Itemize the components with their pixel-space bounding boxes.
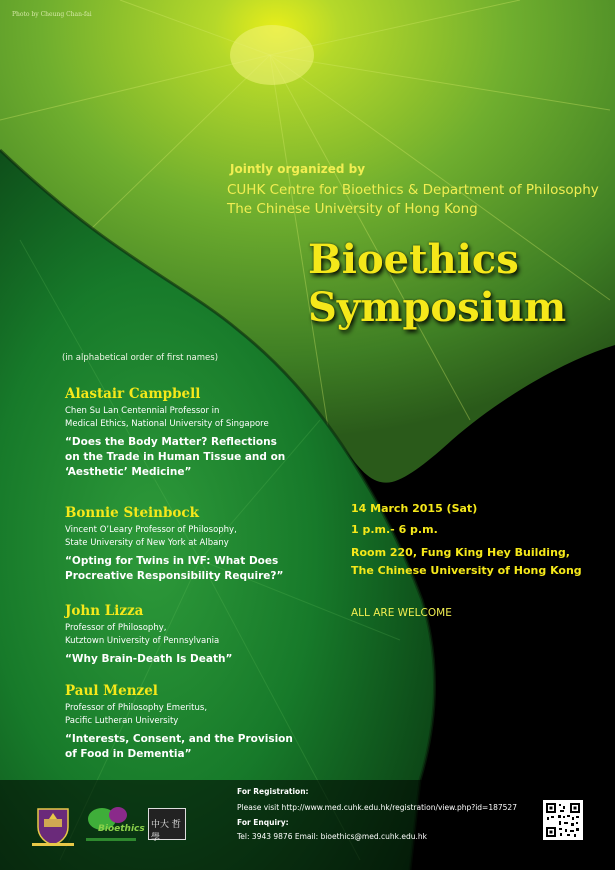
speaker-name: John Lizza [65, 603, 144, 619]
talk-title-line: “Why Brain-Death Is Death” [65, 653, 233, 665]
bioethics-logo-text: Bioethics [98, 824, 145, 834]
talk-title-line: “Interests, Consent, and the Provision [65, 733, 293, 745]
speaker-name: Alastair Campbell [65, 386, 201, 402]
philosophy-dept-logo [148, 808, 186, 843]
photo-credit: Photo by Cheung Chan-fai [12, 11, 92, 18]
talk-title [65, 554, 355, 584]
all-welcome: ALL ARE WELCOME [351, 607, 452, 619]
speaker-affiliation-line: Professor of Philosophy Emeritus, [65, 703, 208, 713]
talk-title-line: “Does the Body Matter? Reflections [65, 436, 277, 448]
bioethics-centre-logo [82, 805, 145, 843]
talk-title-line: Procreative Responsibility Require?” [65, 570, 284, 582]
speaker-affiliation-line: Chen Su Lan Centennial Professor in [65, 406, 220, 416]
speaker-block [65, 683, 355, 762]
speaker-block [65, 505, 355, 584]
speaker-name: Bonnie Steinbock [65, 505, 199, 521]
speaker-affiliation-line: Professor of Philosophy, [65, 623, 167, 633]
event-date: 14 March 2015 (Sat) [351, 502, 478, 515]
talk-title [65, 732, 355, 762]
speaker-affiliation-line: State University of New York at Albany [65, 537, 229, 548]
speaker-affiliation-line: Pacific Lutheran University [65, 715, 179, 726]
talk-title [65, 435, 355, 480]
enquiry-contact[interactable]: Tel: 3943 9876 Email: bioethics@med.cuhk.edu.hk [237, 832, 427, 841]
speaker-name: Paul Menzel [65, 683, 158, 699]
title-line-2: Symposium [308, 284, 567, 331]
enquiry-heading: For Enquiry: [237, 818, 289, 827]
event-venue-line-1: Room 220, Fung King Hey Building, [351, 546, 570, 559]
registration-link[interactable]: Please visit http://www.med.cuhk.edu.hk/registration/view.php?id=187527 [237, 803, 517, 812]
talk-title-line: ‘Aesthetic’ Medicine” [65, 466, 192, 478]
speaker-affiliation-line: Medical Ethics, National University of Singapore [65, 418, 269, 429]
philosophy-logo-text: 中大 哲學 [151, 820, 181, 843]
speaker-block [65, 603, 355, 667]
order-note: (in alphabetical order of first names) [62, 353, 219, 363]
talk-title-line: of Food in Dementia” [65, 748, 192, 760]
cuhk-crest-logo [30, 805, 76, 847]
talk-title [65, 652, 355, 667]
speaker-affiliation-line: Kutztown University of Pennsylvania [65, 635, 220, 646]
speaker-affiliation-line: Vincent O’Leary Professor of Philosophy, [65, 525, 237, 535]
speaker-block [65, 386, 355, 480]
qr-code[interactable] [543, 800, 583, 840]
talk-title-line: on the Trade in Human Tissue and on [65, 451, 286, 463]
title-line-1: Bioethics [308, 236, 519, 283]
organizer-line-2: The Chinese University of Hong Kong [227, 201, 478, 217]
organizers-label: Jointly organized by [230, 162, 366, 176]
event-time: 1 p.m.- 6 p.m. [351, 523, 438, 536]
organizer-line-1: CUHK Centre for Bioethics & Department of Philosophy [227, 182, 599, 198]
event-venue-line-2: The Chinese University of Hong Kong [351, 564, 582, 577]
talk-title-line: “Opting for Twins in IVF: What Does [65, 555, 279, 567]
registration-heading: For Registration: [237, 787, 309, 796]
